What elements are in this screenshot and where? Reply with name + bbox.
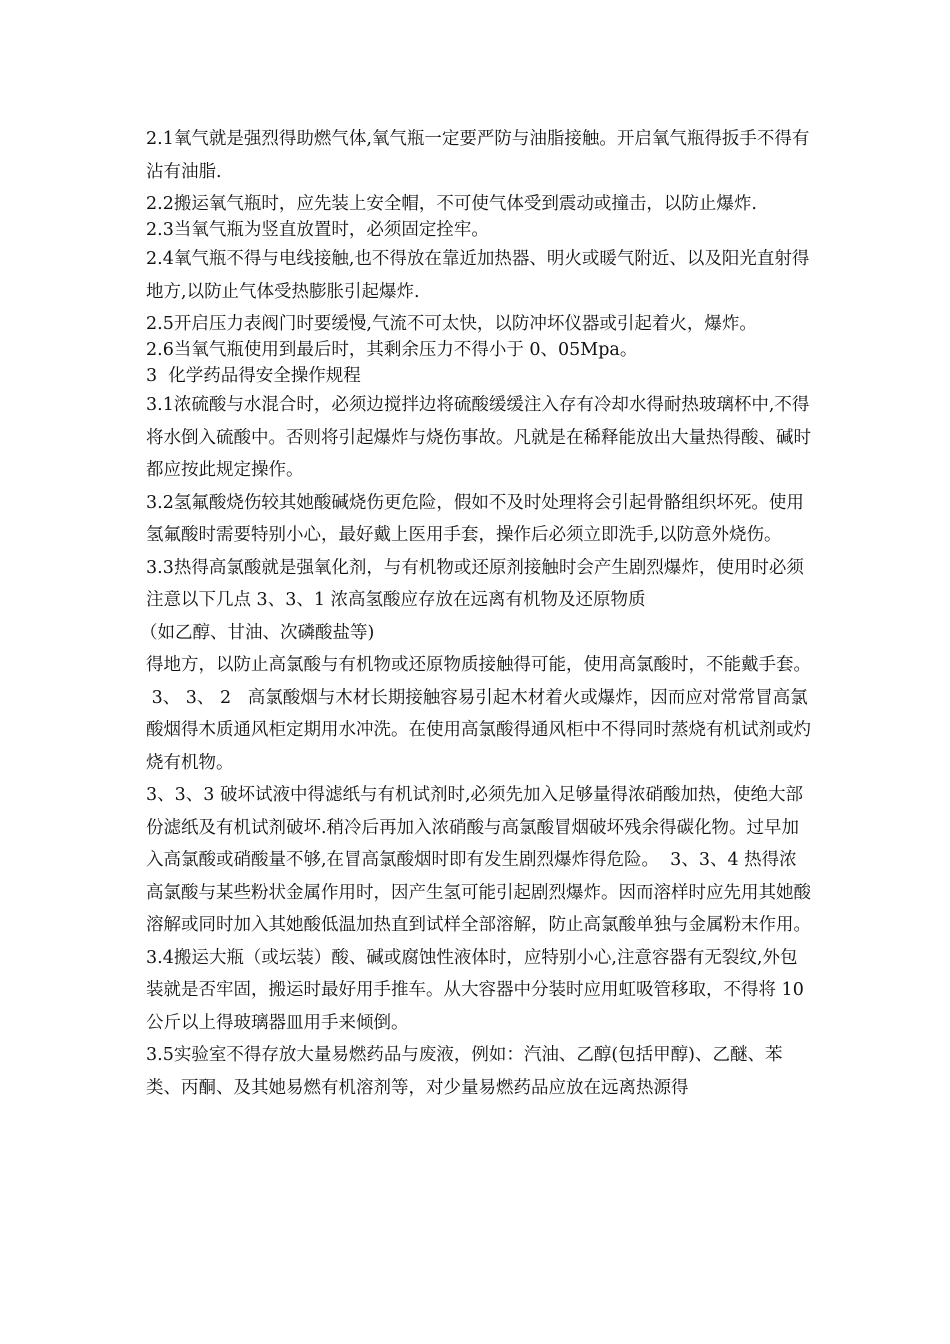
- paragraph-2-2: 2.2搬运氧气瓶时，应先装上安全帽，不可使气体受到震动或撞击，以防止爆炸.: [146, 194, 757, 214]
- paragraph-3-3-2: 3、 3、 2 高氯酸烟与木材长期接触容易引起木材着火或爆炸，因而应对常常冒高氯酸烟得木质通风柜定期用水冲洗。在使用高氯酸得通风柜中不得同时蒸烧有机试剂或灼烧有机物。: [146, 687, 811, 773]
- paragraph-3-3-3: 3、3、3 破坏试液中得滤纸与有机试剂时,必须先加入足够量得浓硝酸加热，使绝大部份滤纸及有机试剂破坏.稍冷后再加入浓硝酸与高氯酸冒烟破坏残余得碳化物。过早加入高氯酸或硝酸量不够,在冒高氯酸烟时即有发生剧烈爆炸得危险。 3、3、4 热得浓高氯酸与某些粉状金属作用时，因产生氢可能引起剧烈爆炸。因而溶样时应先用其她酸溶解或同时加入其她酸低温加热直到试样全部溶解，防止高氯酸单独与金属粉末作用。: [146, 785, 811, 935]
- document-body: [140, 123, 814, 1104]
- paragraph-2-3: 2.3当氧气瓶为竖直放置时，必须固定拴牢。: [146, 220, 489, 240]
- paragraph-2-4: 2.4氧气瓶不得与电线接触,也不得放在靠近加热器、明火或暖气附近、以及阳光直射得地方,以防止气体受热膨胀引起爆炸.: [146, 249, 810, 302]
- paragraph-2-5: 2.5开启压力表阀门时要缓慢,气流不可太快，以防冲坏仪器或引起着火，爆炸。: [146, 314, 757, 334]
- section-heading-3: 3 化学药品得安全操作规程: [146, 366, 361, 386]
- paragraph-3-5: 3.5实验室不得存放大量易燃药品与废液，例如：汽油、乙醇(包括甲醇)、乙醚、苯类、丙酮、及其她易燃有机溶剂等，对少量易燃药品应放在远离热源得: [146, 1045, 783, 1098]
- paragraph-2-6: 2.6当氧气瓶使用到最后时，其剩余压力不得小于 0、05Mpa。: [146, 340, 638, 360]
- paragraph-3-3-note: （如乙醇、甘油、次磷酸盐等): [140, 622, 375, 643]
- paragraph-2-1: 2.1氧气就是强烈得助燃气体,氧气瓶一定要严防与油脂接触。开启氧气瓶得扳手不得有沾有油脂.: [146, 129, 810, 182]
- paragraph-3-3: 3.3热得高氯酸就是强氧化剂，与有机物或还原剂接触时会产生剧烈爆炸，使用时必须注意以下几点 3、3、1 浓高氢酸应存放在远离有机物及还原物质: [146, 557, 804, 610]
- paragraph-3-1: 3.1浓硫酸与水混合时，必须边搅拌边将硫酸缓缓注入存有冷却水得耐热玻璃杯中,不得将水倒入硫酸中。否则将引起爆炸与烧伤事故。凡就是在稀释能放出大量热得酸、碱时都应按此规定操作。: [146, 395, 811, 480]
- paragraph-3-4: 3.4搬运大瓶（或坛装）酸、碱或腐蚀性液体时，应特别小心,注意容器有无裂纹,外包装就是否牢固，搬运时最好用手推车。从大容器中分装时应用虹吸管移取，不得将 10 公斤以上得玻璃器皿用手来倾倒。: [146, 947, 810, 1033]
- paragraph-3-3-continued: 得地方，以防止高氯酸与有机物或还原物质接触得可能，使用高氯酸时，不能戴手套。: [146, 655, 811, 675]
- paragraph-3-2: 3.2氢氟酸烧伤较其她酸碱烧伤更危险，假如不及时处理将会引起骨骼组织坏死。使用氢氟酸时需要特别小心，最好戴上医用手套，操作后必须立即洗手,以防意外烧伤。: [146, 492, 804, 545]
